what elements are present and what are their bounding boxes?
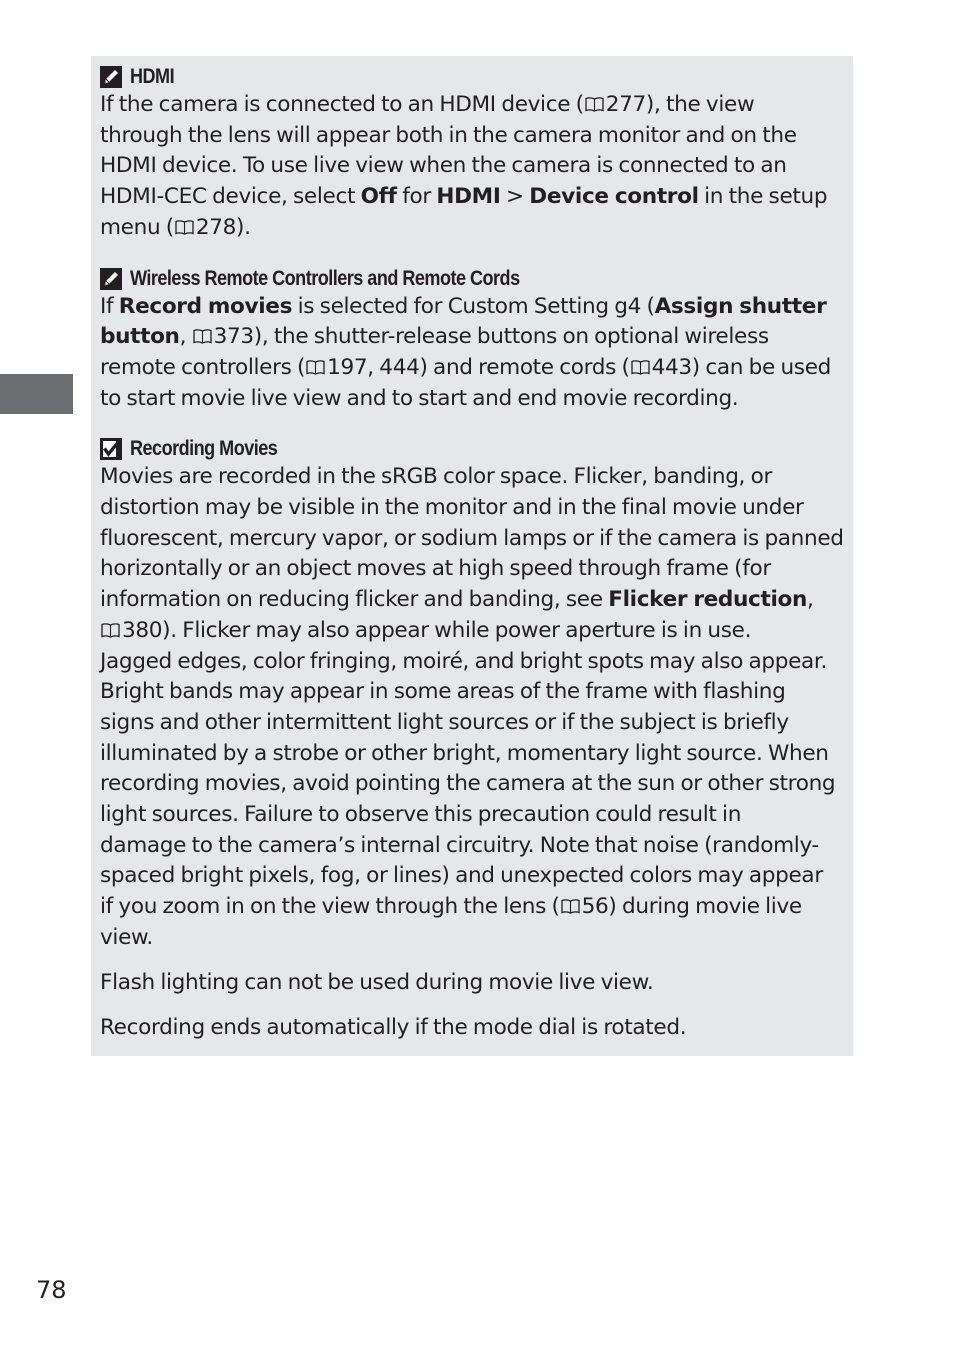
book-reference-icon <box>585 97 604 112</box>
note-wireless-line-3: remote controllers ( 197, 444) and remote cords ( 443) can be used <box>100 354 831 380</box>
note-wireless-line-4: to start movie live view and to start and end movie recording. <box>100 385 739 411</box>
book-reference-icon <box>631 360 650 375</box>
note-recording-line-2: distortion may be visible in the monitor and in the final movie under <box>100 495 804 521</box>
note-hdmi-line-5: menu ( 278). <box>100 214 251 240</box>
note-recording-flash-paragraph: Flash lighting can not be used during movie live view. <box>100 970 654 996</box>
note-recording-line-3: fluorescent, mercury vapor, or sodium lamps or if the camera is panned <box>100 525 844 551</box>
book-reference-icon <box>175 220 194 235</box>
note-recording-line-8: Bright bands may appear in some areas of the frame with flashing <box>100 679 786 705</box>
page-number: 78 <box>36 1276 67 1304</box>
note-recording-line-11: recording movies, avoid pointing the camera at the sun or other strong <box>100 771 836 797</box>
note-recording-line-9: signs and other intermittent light sources or if the subject is briefly <box>100 709 789 735</box>
note-hdmi-title: HDMI <box>130 65 175 88</box>
note-recording-line-1: Movies are recorded in the sRGB color space. Flicker, banding, or <box>100 464 772 490</box>
note-recording-line-4: horizontally or an object moves at high speed through frame (for <box>100 556 771 582</box>
pencil-note-icon <box>100 66 122 88</box>
notes-box <box>91 56 853 1056</box>
note-recording-line-7: Jagged edges, color fringing, moiré, and bright spots may also appear. <box>100 648 827 674</box>
book-reference-icon <box>561 899 580 914</box>
note-recording-movies <box>100 436 843 1044</box>
note-recording-line-14: spaced bright pixels, fog, or lines) and unexpected colors may appear <box>100 863 823 889</box>
note-wireless-line-1: If Record movies is selected for Custom Setting g4 (Assign shutter <box>100 293 827 319</box>
note-recording-line-13: damage to the camera’s internal circuitry. Note that noise (randomly- <box>100 832 819 858</box>
note-hdmi <box>100 64 843 244</box>
note-wireless-remote <box>100 266 843 415</box>
note-hdmi-line-1: If the camera is connected to an HDMI device ( 277), the view <box>100 92 755 117</box>
pencil-note-icon <box>100 268 122 290</box>
note-wireless-remote-header <box>100 266 843 292</box>
checkmark-caution-icon <box>100 438 122 460</box>
note-hdmi-line-4: HDMI-CEC device, select Off for HDMI > Device control in the setup <box>100 184 828 210</box>
note-hdmi-header <box>100 64 843 90</box>
note-wireless-remote-title: Wireless Remote Controllers and Remote Cords <box>130 266 520 290</box>
book-reference-icon <box>306 360 325 375</box>
chapter-side-tab <box>0 374 73 414</box>
note-recording-line-10: illuminated by a strobe or other bright, momentary light source. When <box>100 740 829 766</box>
book-reference-icon <box>193 329 212 344</box>
note-recording-mode-dial-paragraph: Recording ends automatically if the mode dial is rotated. <box>100 1015 687 1041</box>
note-recording-line-12: light sources. Failure to observe this precaution could result in <box>100 802 742 828</box>
note-hdmi-line-3: HDMI device. To use live view when the camera is connected to an <box>100 153 787 179</box>
note-recording-movies-title: Recording Movies <box>130 437 278 461</box>
note-recording-line-16: view. <box>100 924 153 950</box>
book-reference-icon <box>101 623 120 638</box>
note-recording-line-15: if you zoom in on the view through the lens ( 56) during movie live <box>100 894 802 920</box>
note-recording-movies-header <box>100 436 843 462</box>
note-recording-line-5: information on reducing flicker and banding, see Flicker reduction, <box>100 587 814 613</box>
note-wireless-line-2: button, 373), the shutter-release buttons on optional wireless <box>100 324 769 350</box>
note-hdmi-line-2: through the lens will appear both in the camera monitor and on the <box>100 122 797 148</box>
note-recording-line-6: 380). Flicker may also appear while power aperture is in use. <box>100 616 843 647</box>
